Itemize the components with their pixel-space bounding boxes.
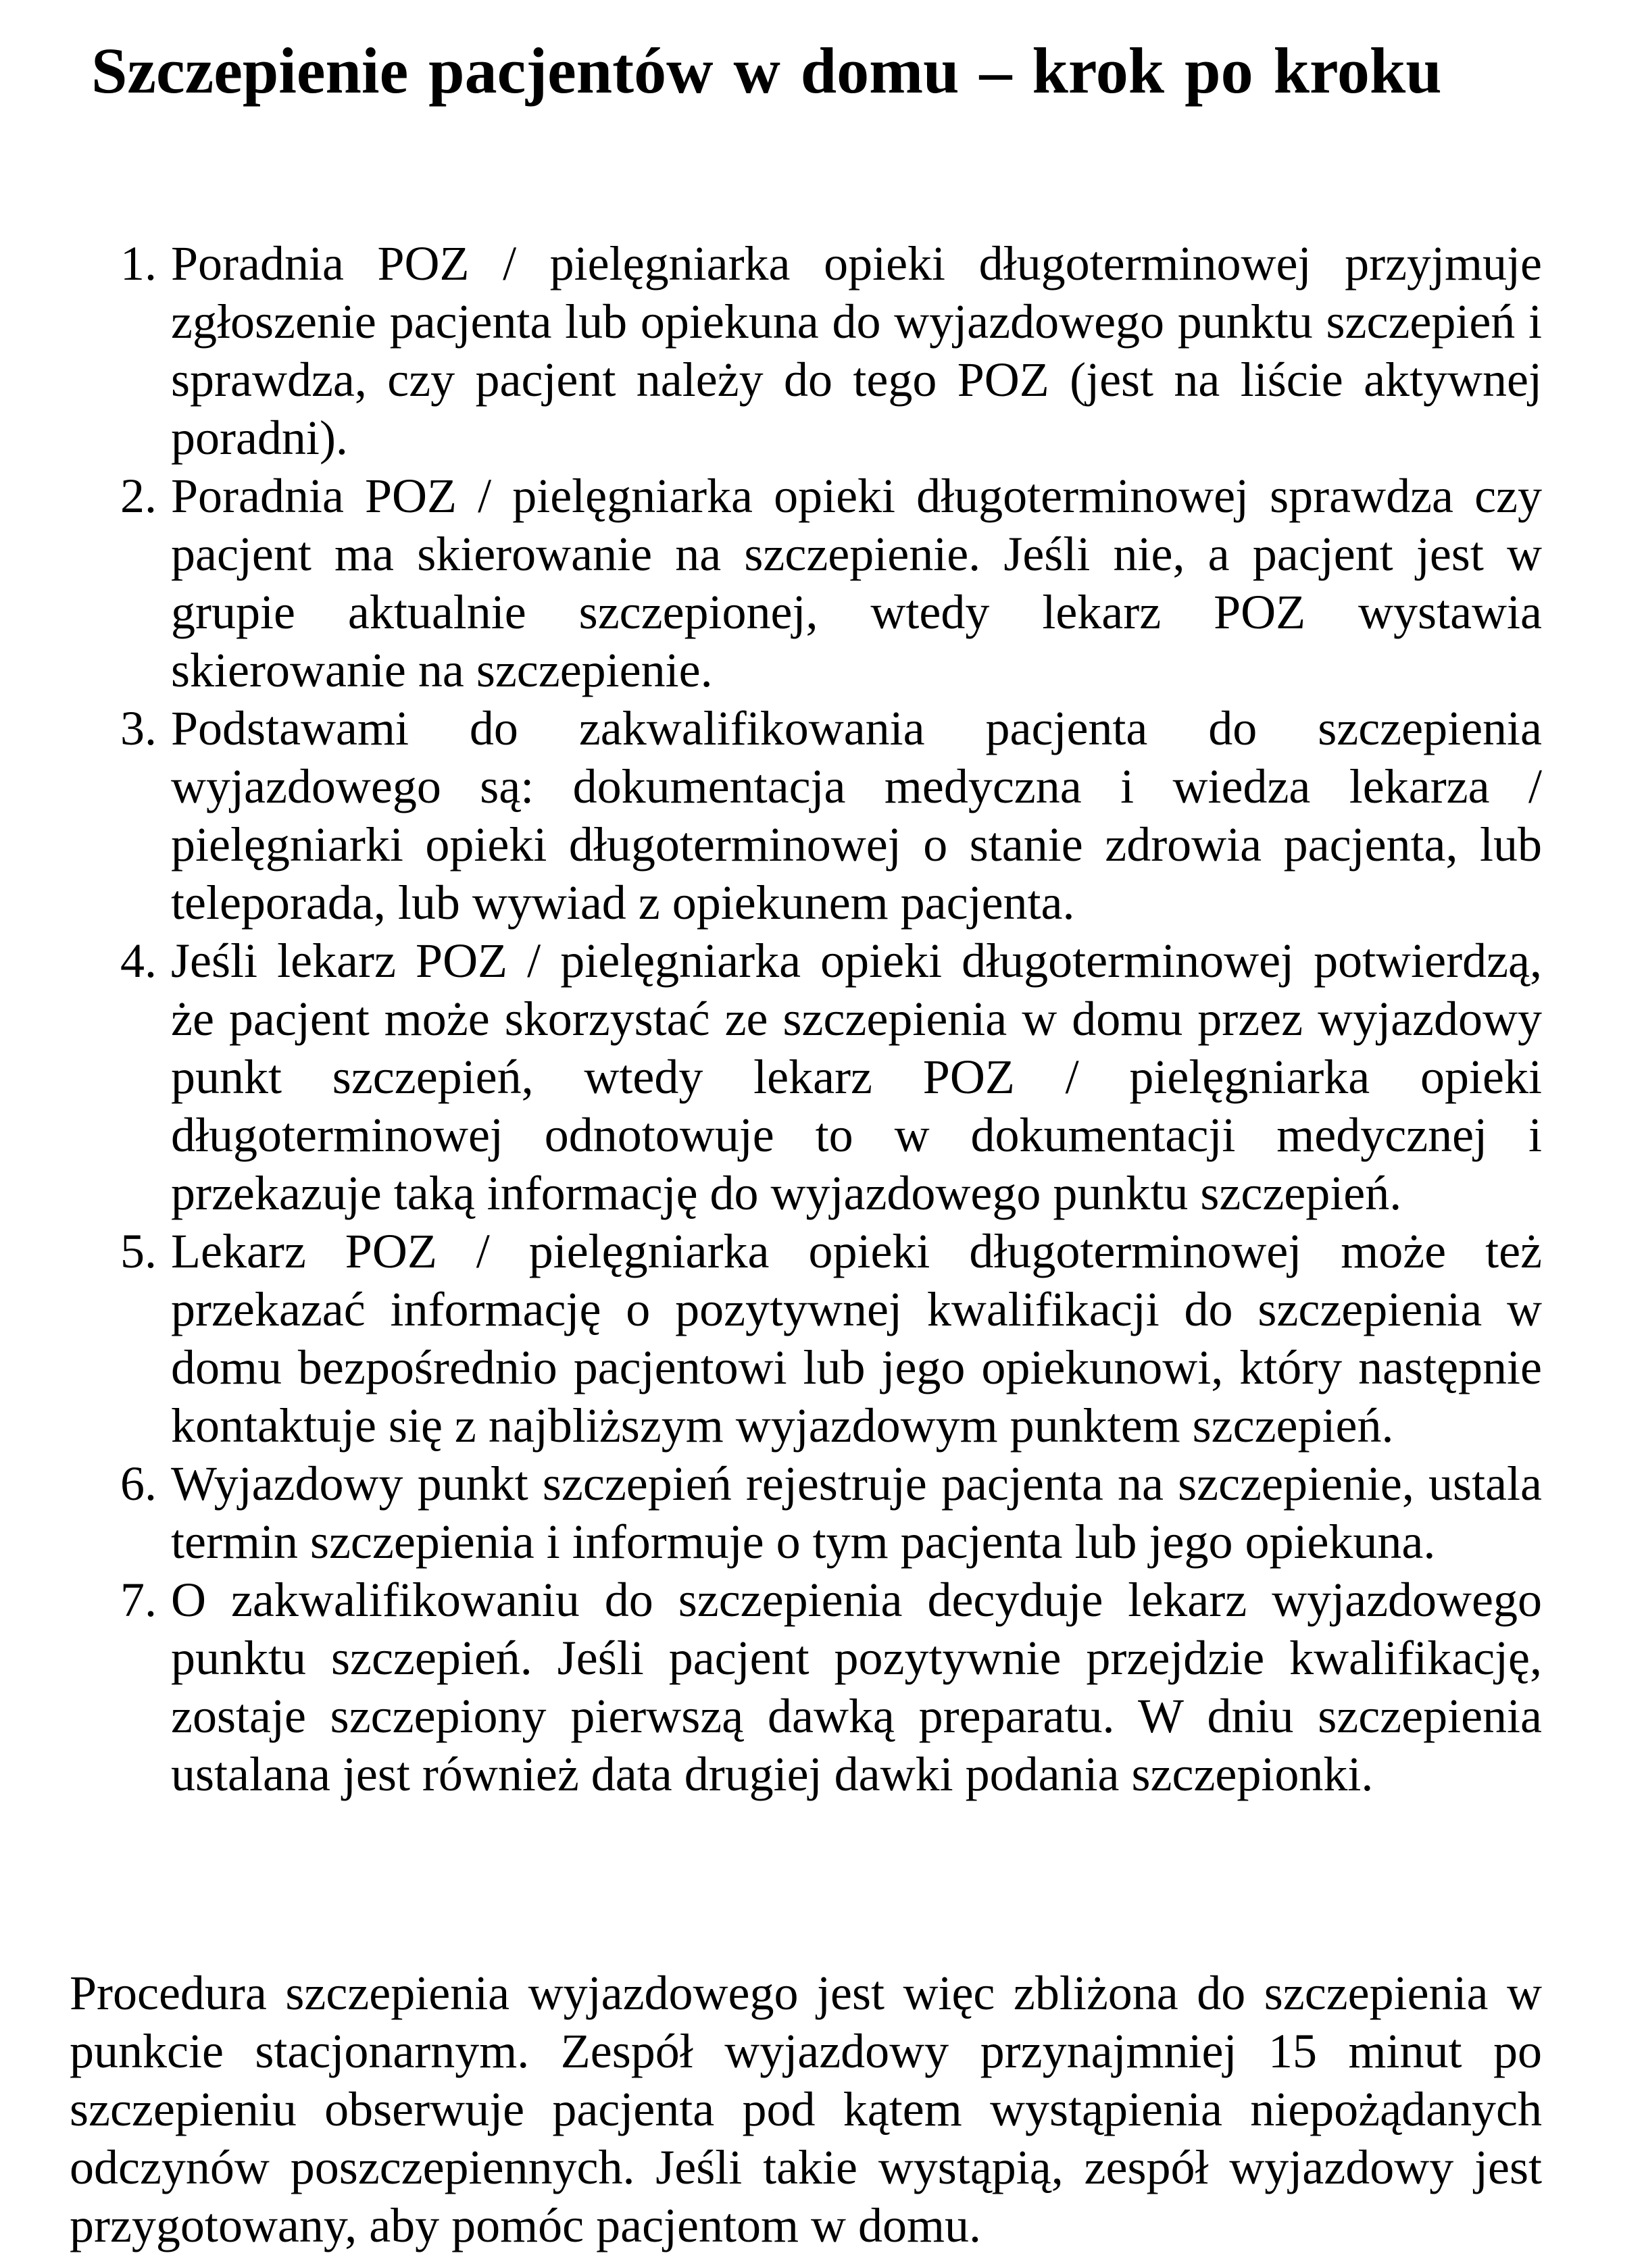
step-text: Poradnia POZ / pielęgniarka opieki długoterminowej przyjmuje zgłoszenie pacjenta lub opiekuna do wyjazdowego punktu szczepień i sprawdza, czy pacjent należy do tego POZ (jest na liście aktywnej poradni). bbox=[171, 236, 1542, 465]
list-item-step-3 bbox=[120, 699, 1542, 932]
page-title: Szczepienie pacjentów w domu – krok po kroku bbox=[71, 34, 1442, 107]
step-number: 6. bbox=[120, 1457, 157, 1511]
list-item-step-4 bbox=[120, 932, 1542, 1222]
step-number: 3. bbox=[120, 701, 157, 755]
list-item-step-2 bbox=[120, 467, 1542, 699]
step-text: Wyjazdowy punkt szczepień rejestruje pacjenta na szczepienie, ustala termin szczepienia i informuje o tym pacjenta lub jego opiekuna. bbox=[171, 1457, 1542, 1569]
step-number: 7. bbox=[120, 1573, 157, 1627]
step-number: 2. bbox=[120, 469, 157, 523]
step-number: 4. bbox=[120, 934, 157, 988]
list-item-step-1 bbox=[120, 234, 1542, 467]
step-text: O zakwalifikowaniu do szczepienia decyduje lekarz wyjazdowego punktu szczepień. Jeśli pacjent pozytywnie przejdzie kwalifikację, zostaje szczepiony pierwszą dawką preparatu. W dniu szczepienia ustalana jest również data drugiej dawki podania szczepionki. bbox=[171, 1573, 1542, 1801]
list-item-step-6 bbox=[120, 1455, 1542, 1571]
step-text: Lekarz POZ / pielęgniarka opieki długoterminowej może też przekazać informację o pozytywnej kwalifikacji do szczepienia w domu bezpośrednio pacjentowi lub jego opiekunowi, który następnie kontaktuje się z najbliższym wyjazdowym punktem szczepień. bbox=[171, 1224, 1542, 1453]
step-number: 1. bbox=[120, 236, 157, 291]
list-item-step-7 bbox=[120, 1571, 1542, 1803]
step-number: 5. bbox=[120, 1224, 157, 1278]
steps-list bbox=[120, 234, 1542, 1803]
list-item-step-5 bbox=[120, 1222, 1542, 1455]
summary-paragraph: Procedura szczepienia wyjazdowego jest więc zbliżona do szczepienia w punkcie stacjonarnym. Zespół wyjazdowy przynajmniej 15 minut po szczepieniu obserwuje pacjenta pod kątem wystąpienia niepożądanych odczynów poszczepiennych. Jeśli takie wystąpią, zespół wyjazdowy jest przygotowany, aby pomóc pacjentom w domu. bbox=[70, 1966, 1542, 2252]
step-text: Poradnia POZ / pielęgniarka opieki długoterminowej sprawdza czy pacjent ma skierowanie na szczepienie. Jeśli nie, a pacjent jest w grupie aktualnie szczepionej, wtedy lekarz POZ wystawia skierowanie na szczepienie. bbox=[171, 469, 1542, 697]
step-text: Jeśli lekarz POZ / pielęgniarka opieki długoterminowej potwierdzą, że pacjent może skorzystać ze szczepienia w domu przez wyjazdowy punkt szczepień, wtedy lekarz POZ / pielęgniarka opieki długoterminowej odnotowuje to w dokumentacji medycznej i przekazuje taką informację do wyjazdowego punktu szczepień. bbox=[171, 934, 1542, 1220]
step-text: Podstawami do zakwalifikowania pacjenta do szczepienia wyjazdowego są: dokumentacja medyczna i wiedza lekarza / pielęgniarki opieki długoterminowej o stanie zdrowia pacjenta, lub teleporada, lub wywiad z opiekunem pacjenta. bbox=[171, 701, 1542, 930]
